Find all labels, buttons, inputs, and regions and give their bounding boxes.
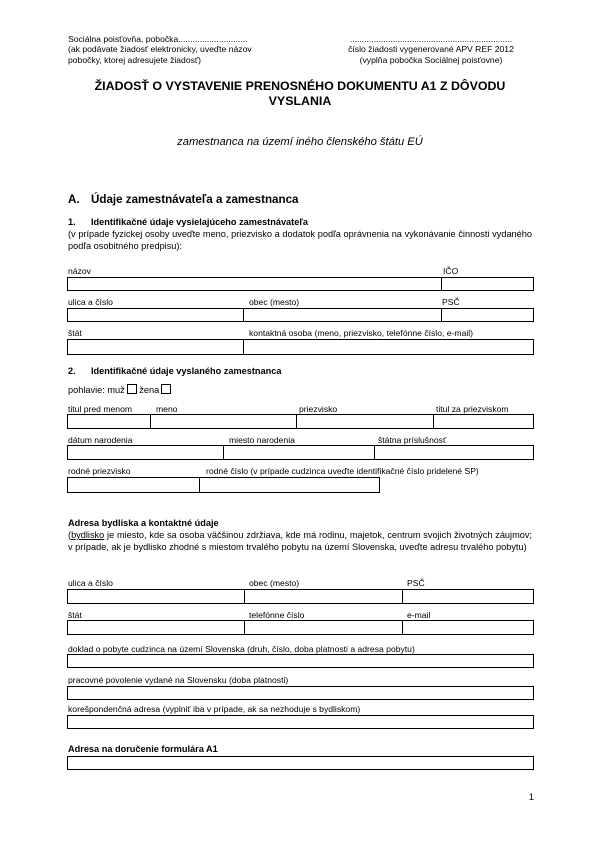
employee-first-name-field[interactable] (151, 415, 296, 428)
residence-phone-field[interactable] (245, 621, 402, 634)
residence-label-street: ulica a číslo (68, 578, 113, 588)
page-title (60, 79, 540, 109)
page-number: 1 (528, 792, 534, 802)
employer-state-field[interactable] (68, 340, 243, 354)
employee-heading: Identifikačné údaje vyslaného zamestnanca (91, 366, 282, 376)
delivery-heading: Adresa na doručenie formulára A1 (68, 744, 218, 754)
residence-note-open: ( (68, 530, 72, 540)
employer-city-field[interactable] (244, 309, 441, 321)
residence-foreign-doc-field[interactable] (67, 654, 534, 668)
employer-label-street: ulica a číslo (68, 297, 113, 307)
employee-birth-number-field[interactable] (200, 478, 379, 492)
header-right-line3: (vyplňa pobočka Sociálnej poisťovne) (359, 54, 503, 65)
delivery-address-field[interactable] (67, 756, 534, 770)
employer-street-field[interactable] (68, 309, 243, 321)
employer-note: (v prípade fyzickej osoby uveďte meno, priezvisko a dodatok podľa oprávnenia na vykonávanie činnosti vydaného podľa osobitného predpisu): (68, 229, 532, 251)
employee-citizenship-field[interactable] (375, 446, 533, 459)
residence-label-state: štát (68, 610, 82, 620)
employee-label-first-name: meno (156, 404, 178, 414)
employee-title-before-field[interactable] (68, 415, 150, 428)
employee-birth-place-field[interactable] (224, 446, 374, 459)
header-left-line1: Sociálna poisťovňa, pobočka............................. (68, 34, 248, 44)
employee-label-citizenship: štátna príslušnosť (378, 435, 447, 445)
gender-female-checkbox[interactable] (161, 384, 171, 394)
residence-label-foreign-doc: doklad o pobyte cudzinca na území Slovenska (druh, číslo, doba platnosti a adresa pobytu) (68, 644, 415, 654)
employee-heading-number: 2. (68, 366, 76, 376)
header-right-line1: .................................................................... (349, 34, 513, 44)
gender-male-label: pohlavie: muž (68, 385, 125, 395)
employer-psc-field[interactable] (442, 309, 533, 321)
employee-label-title-before: titul pred menom (68, 404, 133, 414)
residence-work-permit-field[interactable] (67, 686, 534, 700)
residence-correspondence-field[interactable] (67, 715, 534, 729)
residence-heading: Adresa bydliska a kontaktné údaje (68, 518, 219, 528)
section-a-letter: A. (68, 193, 80, 206)
gender-male-checkbox[interactable] (127, 384, 137, 394)
employer-name-field[interactable] (68, 278, 441, 290)
residence-address-row (67, 589, 534, 604)
residence-city-field[interactable] (245, 590, 402, 603)
employee-birth-surname-field[interactable] (68, 478, 199, 492)
gender-row (68, 384, 171, 397)
employee-label-birth-surname: rodné priezvisko (68, 466, 131, 476)
employee-title-after-field[interactable] (434, 415, 533, 428)
employer-label-psc: PSČ (442, 297, 460, 307)
employee-label-title-after: titul za priezviskom (436, 404, 509, 414)
header-left (68, 34, 328, 65)
header-left-line2: (ak podávate žiadosť elektronicky, uveďte názov (68, 44, 252, 55)
employer-label-state: štát (68, 328, 82, 338)
employee-label-birth-place: miesto narodenia (229, 435, 295, 445)
employer-label-city: obec (mesto) (249, 297, 300, 307)
employer-contact-row (67, 339, 534, 355)
section-a-title: Údaje zamestnávateľa a zamestnanca (91, 193, 299, 206)
residence-street-field[interactable] (68, 590, 244, 603)
residence-label-correspondence: korešpondenčná adresa (vyplniť iba v prípade, ak sa nezhoduje s bydliskom) (68, 704, 361, 714)
employer-name-ico-row (67, 277, 534, 291)
employer-label-ico: IČO (443, 266, 459, 276)
employee-label-birth-date: dátum narodenia (68, 435, 133, 445)
employer-contact-field[interactable] (244, 340, 533, 354)
residence-label-phone: telefónne číslo (249, 610, 305, 620)
residence-psc-field[interactable] (403, 590, 533, 603)
employee-surname-field[interactable] (297, 415, 433, 428)
residence-note-term: bydlisko (71, 530, 105, 540)
employee-name-row (67, 414, 534, 429)
employee-label-surname: priezvisko (299, 404, 338, 414)
residence-label-city: obec (mesto) (249, 578, 300, 588)
page-title-line1: ŽIADOSŤ O VYSTAVENIE PRENOSNÉHO DOKUMENTU A1 Z DÔVODU (94, 79, 506, 93)
page-title-line2: VYSLANIA (268, 94, 332, 108)
residence-label-email: e-mail (407, 610, 431, 620)
employee-birth-row (67, 445, 534, 460)
residence-label-psc: PSČ (407, 578, 425, 588)
residence-email-field[interactable] (403, 621, 533, 634)
residence-label-work-permit: pracovné povolenie vydané na Slovensku (doba platnosti) (68, 675, 289, 685)
employer-label-name: názov (68, 266, 91, 276)
employer-ico-field[interactable] (442, 278, 533, 290)
header-right (328, 34, 534, 65)
employee-birth-number-row (67, 477, 380, 493)
residence-note-text: je miesto, kde sa osoba väčšinou zdržiava, kde má rodinu, majetok, centrum svojich životných záujmov; v prípade, ak je bydlisko zhodné s miestom trvalého pobytu na území Slovenska, uveďte adresu trvalého pobytu) (68, 530, 532, 552)
residence-note (68, 530, 532, 553)
employee-label-birth-number: rodné číslo (v prípade cudzinca uveďte identifikačné číslo pridelené SP) (206, 466, 479, 476)
employee-birth-date-field[interactable] (68, 446, 223, 459)
employer-heading: Identifikačné údaje vysielajúceho zamestnávateľa (91, 217, 308, 227)
header-right-line2: číslo žiadosti vygenerované APV REF 2012 (348, 44, 514, 55)
header-left-line3: pobočky, ktorej adresujete žiadosť) (68, 54, 201, 65)
gender-female-label: žena (139, 385, 160, 395)
employer-heading-number: 1. (68, 217, 76, 227)
employer-label-contact: kontaktná osoba (meno, priezvisko, telefónne číslo, e-mail) (249, 328, 474, 338)
residence-contact-row (67, 620, 534, 635)
page-subtitle: zamestnanca na území iného členského štátu EÚ (177, 136, 423, 148)
employer-address-row (67, 308, 534, 322)
residence-state-field[interactable] (68, 621, 244, 634)
